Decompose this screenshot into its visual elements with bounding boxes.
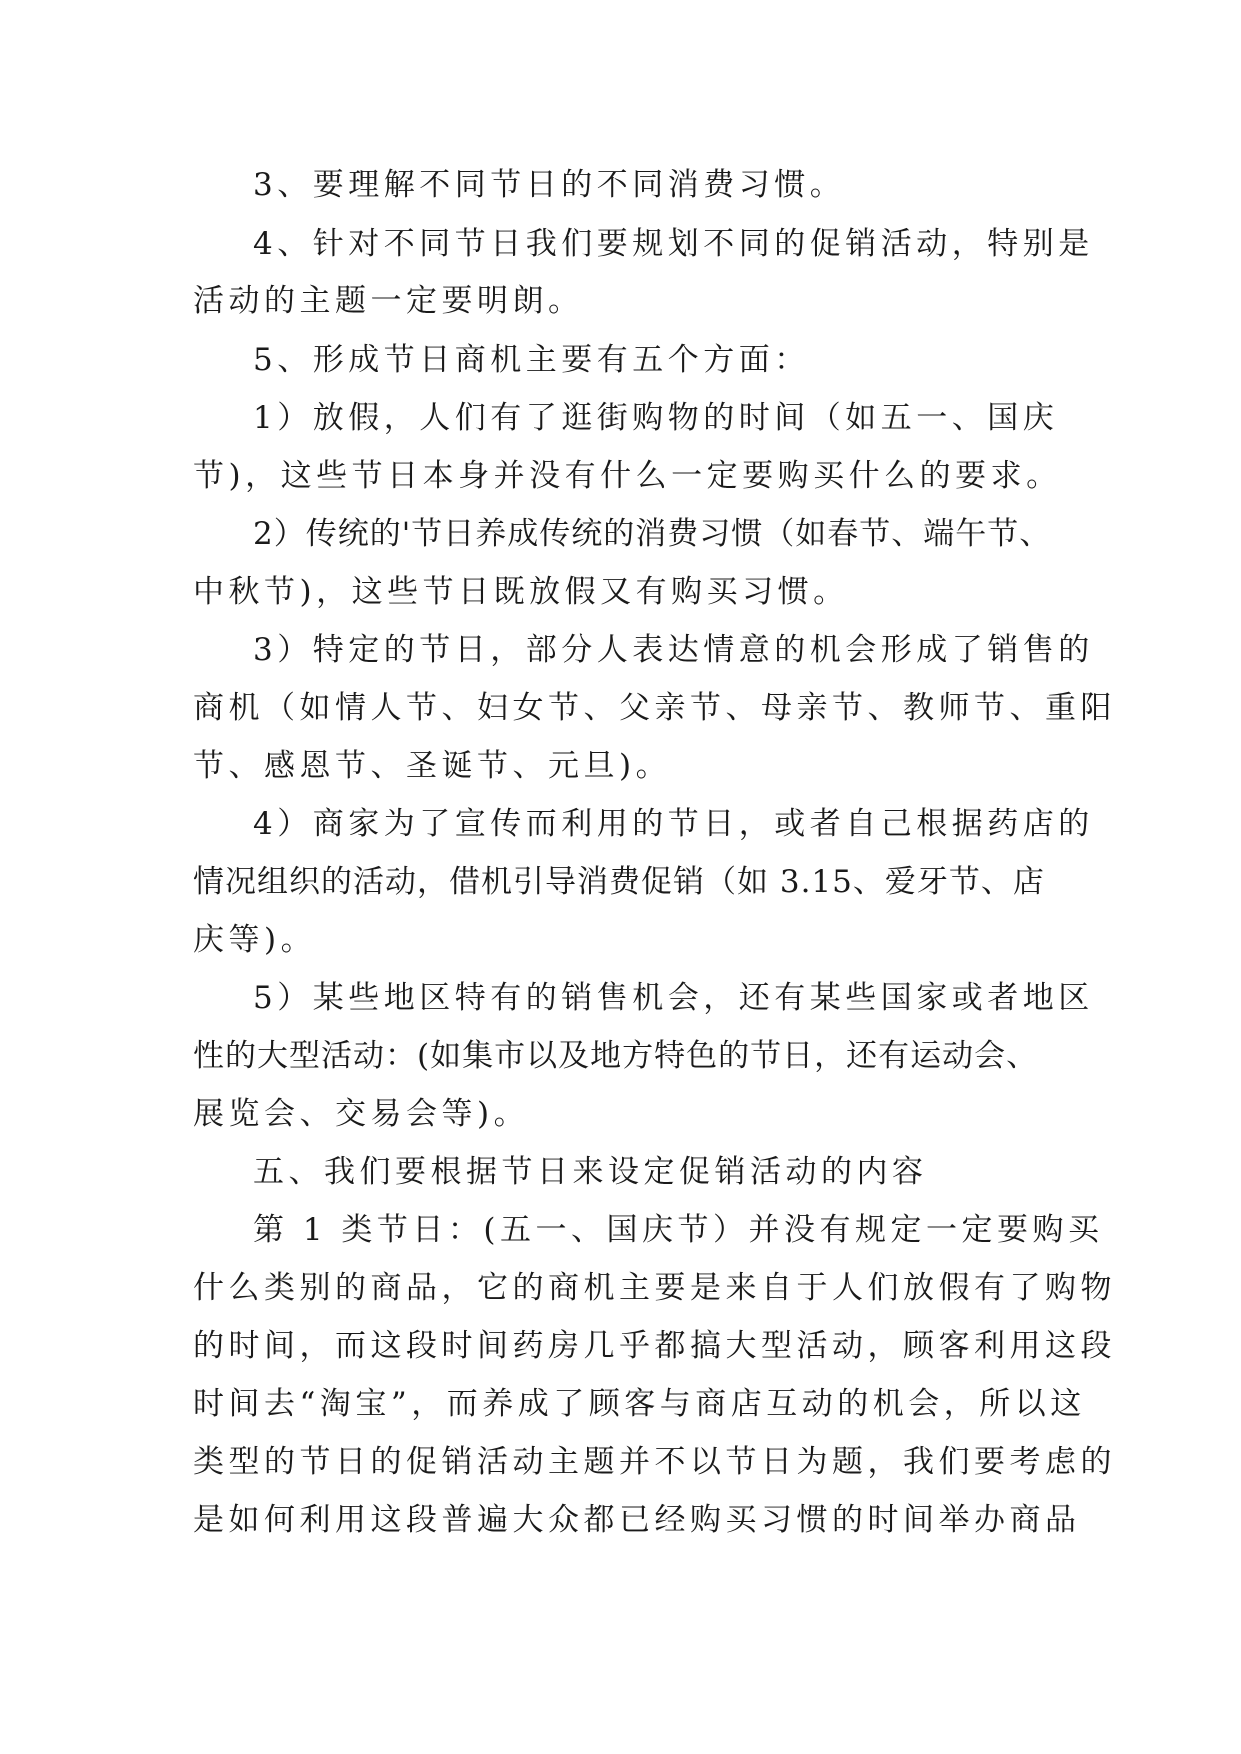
text-line: 3）特定的节日，部分人表达情意的机会形成了销售的 bbox=[253, 632, 1094, 668]
text-line: 4）商家为了宣传而利用的节日，或者自己根据药店的 bbox=[253, 806, 1094, 842]
text-line: 3、要理解不同节日的不同消费习惯。 bbox=[253, 167, 846, 203]
text-line: 类型的节日的促销活动主题并不以节日为题，我们要考虑的 bbox=[193, 1444, 1116, 1480]
text-line: 情况组织的活动，借机引导消费促销（如 3.15、爱牙节、店 bbox=[193, 864, 1045, 900]
text-line: 的时间，而这段时间药房几乎都搞大型活动，顾客利用这段 bbox=[193, 1328, 1116, 1364]
text-line: 2）传统的'节日养成传统的消费习惯（如春节、端午节、 bbox=[253, 516, 1052, 552]
text-line: 4、针对不同节日我们要规划不同的促销活动，特别是 bbox=[253, 226, 1094, 262]
text-line: 性的大型活动：(如集市以及地方特色的节日，还有运动会、 bbox=[193, 1038, 1039, 1074]
text-line: 展览会、交易会等)。 bbox=[193, 1096, 530, 1132]
text-line: 5）某些地区特有的销售机会，还有某些国家或者地区 bbox=[253, 980, 1094, 1016]
text-line: 第 1 类节日：(五一、国庆节）并没有规定一定要购买 bbox=[253, 1212, 1104, 1248]
text-line: 时间去“淘宝”，而养成了顾客与商店互动的机会，所以这 bbox=[193, 1386, 1086, 1422]
text-line: 节、感恩节、圣诞节、元旦)。 bbox=[193, 748, 672, 784]
text-line: 节)，这些节日本身并没有什么一定要购买什么的要求。 bbox=[193, 458, 1062, 494]
text-line: 5、形成节日商机主要有五个方面： bbox=[253, 342, 810, 378]
section-heading: 五、我们要根据节日来设定促销活动的内容 bbox=[253, 1154, 928, 1190]
text-line: 商机（如情人节、妇女节、父亲节、母亲节、教师节、重阳 bbox=[193, 690, 1116, 726]
text-line: 是如何利用这段普遍大众都已经购买习惯的时间举办商品 bbox=[193, 1502, 1081, 1538]
text-line: 什么类别的商品，它的商机主要是来自于人们放假有了购物 bbox=[193, 1270, 1116, 1306]
text-line: 中秋节)，这些节日既放假又有购买习惯。 bbox=[193, 574, 849, 610]
text-line: 活动的主题一定要明朗。 bbox=[193, 283, 584, 319]
text-line: 1）放假，人们有了逛街购物的时间（如五一、国庆 bbox=[253, 400, 1059, 436]
text-line: 庆等)。 bbox=[193, 922, 317, 958]
